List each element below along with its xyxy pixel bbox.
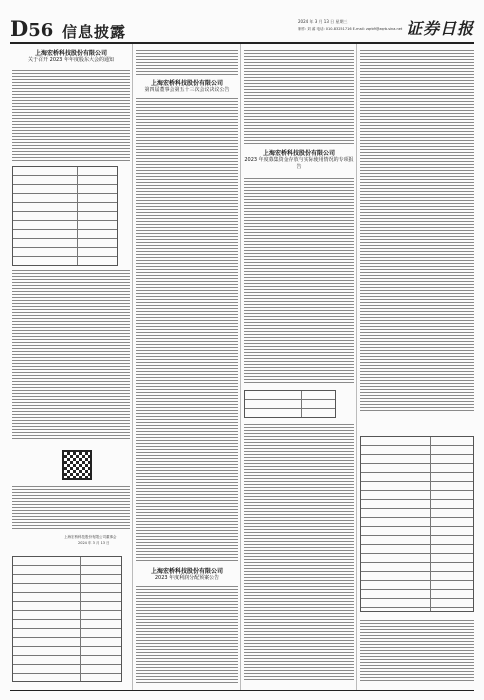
contact-line: 制作: 刘 睿 电话: 010-83251716 E-mail: zqrb9@zqrb.sina.net [298,27,403,31]
company-name: 上海宏桥科技股份有限公司 [34,50,107,57]
masthead-rule [10,42,474,44]
body-text [244,50,354,146]
body-text [360,50,474,412]
section-title: 信息披露 [62,23,127,41]
body-text [360,620,474,682]
masthead [10,18,474,40]
article-profit-distribution [136,568,238,582]
body-text [244,424,354,682]
article-headline: 关于召开 2023 年年度股东大会的通知 [28,57,114,63]
column-divider [240,44,241,690]
body-text [12,70,130,162]
body-text [12,270,130,440]
agenda-table [12,166,118,266]
body-text [244,178,354,384]
fund-usage-table [360,436,474,612]
article-board-resolution [136,80,238,94]
body-text [136,586,238,684]
company-name: 上海宏桥科技股份有限公司 [150,568,223,575]
body-text [136,50,238,76]
qr-code-icon [62,450,92,480]
company-name: 上海宏桥科技股份有限公司 [262,150,335,157]
page-number: D56 [10,16,54,41]
column-divider [132,44,133,690]
article-title-block [244,150,354,171]
proxy-form-table [12,556,122,682]
fund-account-table [244,390,336,418]
column-divider [356,44,357,690]
article-headline: 第四届董事会第五十三次会议决议公告 [144,87,230,93]
body-text [136,98,238,562]
newspaper-logo: 证券日报 [405,19,474,38]
article-headline: 2023 年度利润分配预案公告 [154,575,220,581]
company-name: 上海宏桥科技股份有限公司 [150,80,223,87]
footer-rule [10,690,474,691]
signature-board: 上海宏桥科技股份有限公司董事会 [64,535,117,539]
signature-date: 2024 年 3 月 13 日 [78,541,110,545]
article-title-block [136,568,238,582]
article-meeting-notice [12,50,130,64]
article-title-block [12,50,130,64]
article-fund-usage-report [244,150,354,171]
body-text [12,486,130,530]
article-title-block [136,80,238,94]
article-headline: 2023 年度募集资金存放与实际使用情况的专项报告 [244,157,354,170]
date-line: 2024 年 3 月 13 日 星期三 [298,19,348,24]
